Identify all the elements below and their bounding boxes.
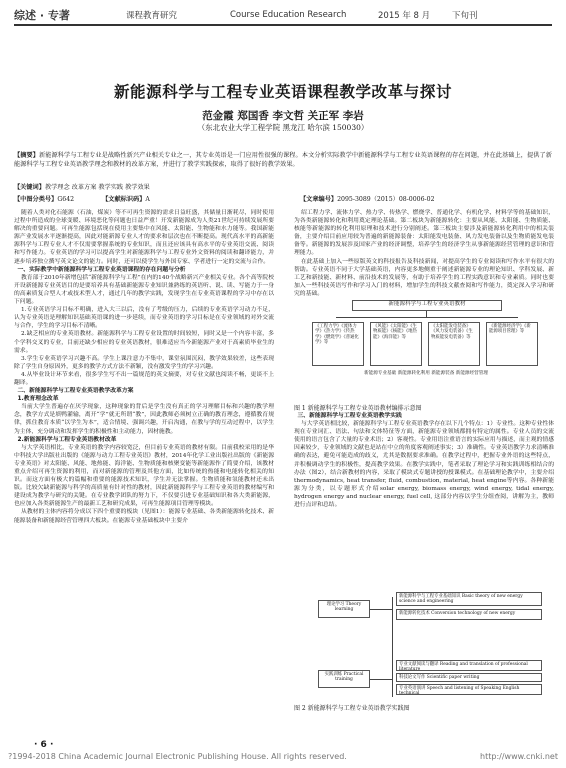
- section-heading: 一、实际教学中新能源科学与工程专业英语课程的存在问题与分析: [17, 266, 186, 273]
- article-authors: 范金霞 郑国香 李文哲 关正军 李岩: [202, 110, 364, 122]
- article-affiliation: （东北农业大学工程学院 黑龙江 哈尔滨 150030）: [197, 123, 369, 132]
- abstract: [14, 152, 552, 169]
- section-heading: 2.新能源科学与工程专业英语教材改革: [17, 436, 117, 443]
- fig1-box-management: 《新能源经济学》《新能源项目管理》等: [486, 322, 538, 366]
- article-id-row: [300, 194, 435, 203]
- article-title: 新能源科学与工程专业英语课程教学改革与探讨: [113, 83, 453, 101]
- paragraph: 在此基础上加入一些原版英文的科技报告及科技新闻，对提高学生的专业阅读和写作水平有很大的帮助。专业英语不同于大学基础英语，内容更多地侧重于阐述新能源专业的理论知识、学科发展、新工艺和新技能、新材料、前沿技术的发展等，有助于培养学生的工程实践意识和专业素质。同时也要加入一些科技英语写作和学习入门的材料，增加学生的科技文献查阅和写作能力，奠定深入学习和研究的基础。: [294, 258, 554, 297]
- clc: [14, 194, 74, 203]
- fig1-bottom-label: 新能源专业基础 新能源转化利用 新能源装备 新能源经营管理: [364, 371, 488, 376]
- doc-label: 【文献标识码】: [102, 196, 146, 203]
- article-id: [300, 194, 435, 203]
- right-column: [294, 209, 554, 298]
- figure-2-caption: 图 2 新能源科学与工程专业英语教学实践图: [294, 705, 410, 712]
- footer-copyright: ?1994-2018 China Academic Journal Electronic Publishing House. All rights reserved.: [8, 752, 347, 761]
- section-heading: 二、新能源科学与工程专业英语教学改革方案: [17, 388, 134, 395]
- fig2-box-speech: 专业英语演讲 Speech and listening of Speaking English technical: [396, 684, 542, 695]
- header-journal-en: Course Education Research: [230, 10, 347, 20]
- fig2-box-basic: 新能源科学与工程专业基础知识 Basic theory of new energy science and engineering: [396, 592, 542, 606]
- paragraph: 4.从毕业设计环节来看，很多学生写不出一篇规范的英文摘要，对专业文献也阅读不畅，更谈不上翻译。: [14, 371, 274, 386]
- id-label: 【文章编号】: [300, 196, 338, 203]
- figure-1-caption: 图 1 新能源科学与工程专业英语教材编排示意图: [294, 405, 422, 412]
- fig1-branch-line: [336, 317, 518, 318]
- keywords-text: 教学理念 改革方案 教学实践 教学效果: [44, 184, 150, 191]
- fig2-line-1: [370, 609, 392, 610]
- fig2-bracket: [392, 597, 393, 697]
- keywords-label: 【关键词】: [14, 184, 45, 191]
- doc-code: [102, 194, 150, 203]
- paragraph: 随着人类对化石能源（石油，煤炭）等不可再生资源的需求日益旺盛，其储量日渐耗尽，同时使用过程中所造成的全球变暖、环境恶化等问题也日益严重！开发新能源成为人类21世纪可持续发展所要解决的重要问题。可再生能源包括现在使用主要集中在风能、太阳能、生物能和水力能等。我国新能源产业发展水平逐渐提高，因此对能新源专业人才的要求和层次也在不断提高。现代高水平的高新能源科学与工程专业人才不仅需要掌握系统的专业知识，而且还应该具有高水平的专业英语交流、阅读和写作能力。专业英语的学习可以提高学生对新能源科学与工程专业外文资料的阅读和翻译能力，并逐步培养独立撰写英文论文的能力。同时，还可以使学生与外国专家、学者进行一定的交流与合作。: [14, 210, 274, 265]
- footer-url: http://www.cnki.net: [480, 752, 558, 761]
- fig2-theory-box: 理论学习 Theory learning: [318, 600, 370, 618]
- paragraph: 与大学英语相比较，新能源科学与工程专业英语教学存在以下几个特点：1）专业性。这种专业性体现在专业词汇、语法、句法和文体特征等方面，新能源专业领域都拥有特定的属性。专业人员的交流使用的语言包含了大量的专业术语；2）客观性。专业用语注重语言的实际应用与描述，而主观的情感因素较少，专业领域的文献也是站在中立的角度客观阐述事实；3）准确性。专业英语教学力求清晰准确的表达，避免可能造成的歧义，尤其是数据要求准确。在教学过程中，把握专业外语的这些特点，并积极调动学生的积极性，提高教学效果。在教学实践中，笔者采取了理论学习和实践训练相结合的办法（图2），结合新教材的内容，采取了模块式专题讲授的授课模式。在基础理论教学中，主要介绍thermodynamics, heat transfer, fluid, combustion, material, heat engine等内容。各种新能源为分类，以专题形式介绍solar energy, biomass energy, wind energy, tidal energy, hydrogen energy and nuclear energy, fuel cell, 这部分内容以学生分组查阅，讲解为主，教师进行点评和总结。: [294, 421, 554, 509]
- running-header: [14, 6, 552, 26]
- keywords: [14, 182, 552, 191]
- fig2-box-conversion: 新能源转化技术 Conversion technology of new energy: [396, 609, 542, 620]
- doc-value: A: [145, 196, 150, 203]
- paragraph: 教育部于2010年新增包括“新能源科学与工程”在内的140个战略新兴产业相关专业。各个高等院校开设新能源专业英语目的是要培养具有基础新能源专业知识兼熟练的英语听、说、读、写能力于一身的高素质复合型人才或技术型人才，通过几年的教学实践，发现学生在专业英语课程的学习中存在以下问题。: [14, 274, 274, 306]
- fig2-box-reading: 专业文献阅读与翻译 Reading and translation of professional literature: [396, 660, 542, 671]
- id-value: 2095-3089（2015）08-0006-02: [337, 196, 435, 203]
- footer: [0, 752, 566, 761]
- abstract-label: 【摘要】: [14, 152, 40, 159]
- left-column: [14, 209, 274, 525]
- fig1-box-basics: 《工程力学》《流体力学》《热力学》《传热学》《燃烧学》《普通化学》等: [312, 322, 364, 366]
- classification-row: [14, 194, 150, 203]
- paragraph: 3.学生专业英语学习兴趣不高。学生上课注意力不集中，课堂氛围沉闷，教学效果较差，这些表现除了学生自身原因外，更多的教学方式方法不新颖，没有激发学生的学习兴趣。: [14, 355, 274, 370]
- header-half: 下旬刊: [452, 11, 478, 21]
- fig1-box-conversion: 《风能》《太阳能》《生物质能》《核能》《地热能》《海洋能》等: [370, 322, 422, 366]
- fig1-box-equipment: 《太阳能发电装备》《风力发电装备》《生物质能发电装备》等: [428, 322, 480, 366]
- paragraph: 2.缺乏相应的专业英语教材。新能源科学与工程专业设置的时间较短，同时又是一个内容丰富，多个学科交叉的专业，目前还缺少相应的专业英语教材，很难适应当今新能源产业对于高素质毕业生的需求。: [14, 331, 274, 354]
- fig2-practice-box: 实践训练 Practical training: [318, 670, 370, 688]
- right-column-continued: [294, 412, 554, 509]
- fig2-box-writing: 科技论文写作 Scientific paper writing: [396, 673, 542, 682]
- fig1-top-box: 新能源科学与工程专业英语教材: [352, 300, 502, 311]
- paragraph: 与大学英语相比，专业英语的教学内容较宽泛，但目前专业英语的教材有限。目前我校采用的是华中科技大学出版社出版的《能源与动力工程专业英语》教材，2014年化学工业出版社出版的《新能源专业英语》对太阳能、风能、地热能、海洋能、生物质能和核聚变能等新能源作了简要介绍，该教材重点介绍可再生资源的利用，而对新能源的管理及其他方面，比如传统的热能和电能转化相关的知识。而这方面有极大的篇幅和重要的能源技术知识，学生并无法掌握。生物质能和氢能教材还未出版。比较欠缺新能源与科学的高质量有针对性的教材，因此新能源科学与工程专业英语的教材编写和建设成为教学与研究的关键。在专业教学团队的努力下，不仅要引进专业基础知识和各大类新能源，也应加入各类新能源生产的最新工艺和研究成果，可再生能源项目管理等模块。: [14, 444, 274, 508]
- header-journal-cn: 课程教育研究: [126, 11, 178, 21]
- paragraph: 从教材的主体内容将分成以下四个重要的板块（见图1）：能源专业基础、各类新能源转化技术、新能源装备和新能源经营管理四大板块。在能源专业基础板块中主要介: [14, 509, 274, 524]
- header-date: 2015 年 8 月: [378, 11, 431, 21]
- header-section: 综述 · 专著: [14, 9, 70, 22]
- clc-value: G642: [57, 196, 75, 203]
- page-number: · 6 ·: [34, 740, 54, 750]
- section-heading: 三、新能源科学与工程专业英语教学实践: [297, 413, 402, 419]
- paragraph: 绍工程力学、流体力学、热力学、传热学、燃烧学、普通化学、有机化学、材料学等的基础知识，为各类新能源转化和利用奠定理论基础。第二板块为新能源转化：主要从风能、太阳能、生物质能、核能等新能源的转化利用原理和技术进行分别阐述。第三板块主要涉及新能源转化利用中的相关装备，主要介绍目前应用较为普遍的新能源装备：太阳能发电装备、风力发电装备以及生物质能发电装备等。新能源的发展涉及国家产业的经济调整，培养学生的经济学生从事新能源经营管理的意识和管理能力。: [294, 210, 554, 257]
- abstract-text: 新能源科学与工程专业是战略性新兴产业相关专业之一，其专业英语是一门应用性很强的课程。本文分析实际教学中新能源科学与工程专业英语课程的存在问题，并在此基础上，提供了新能源科学与工程专业英语教学理念和教材的改革方案，并进行了教学实践探索，取得了很好的教学效果。: [14, 152, 552, 168]
- fig2-line-2: [370, 679, 392, 680]
- clc-label: 【中图分类号】: [14, 196, 58, 203]
- paragraph: 1.专业英语学习目标不明确，进入大三以后，没有了考级的压力，后续的专业英语学习动力不足，认为专业英语是理解知识基础英语课的进一步延续，而专业英语的学习目标是在专业领域的对外交流与合作，学生的学习目标不清晰。: [14, 307, 274, 330]
- paragraph: 当前大学生普遍存在厌学现象，这种现象的背后是学生没有真正的学习理解目标和兴趣的教学理念，教学方式是填鸭灌输，离开“学”就无所谓“教”，因此教师必须树立正确的教育理念，遵循教育规律，抓住教育本质“以学生为本”，适合情境、强调兴趣，开启沟通，在教与学的互动过程中，以学生为主体，充分调动和发挥学生的积极性和主动能力，因材施教。: [14, 404, 274, 435]
- section-heading: 1.教育理念改革: [17, 396, 59, 403]
